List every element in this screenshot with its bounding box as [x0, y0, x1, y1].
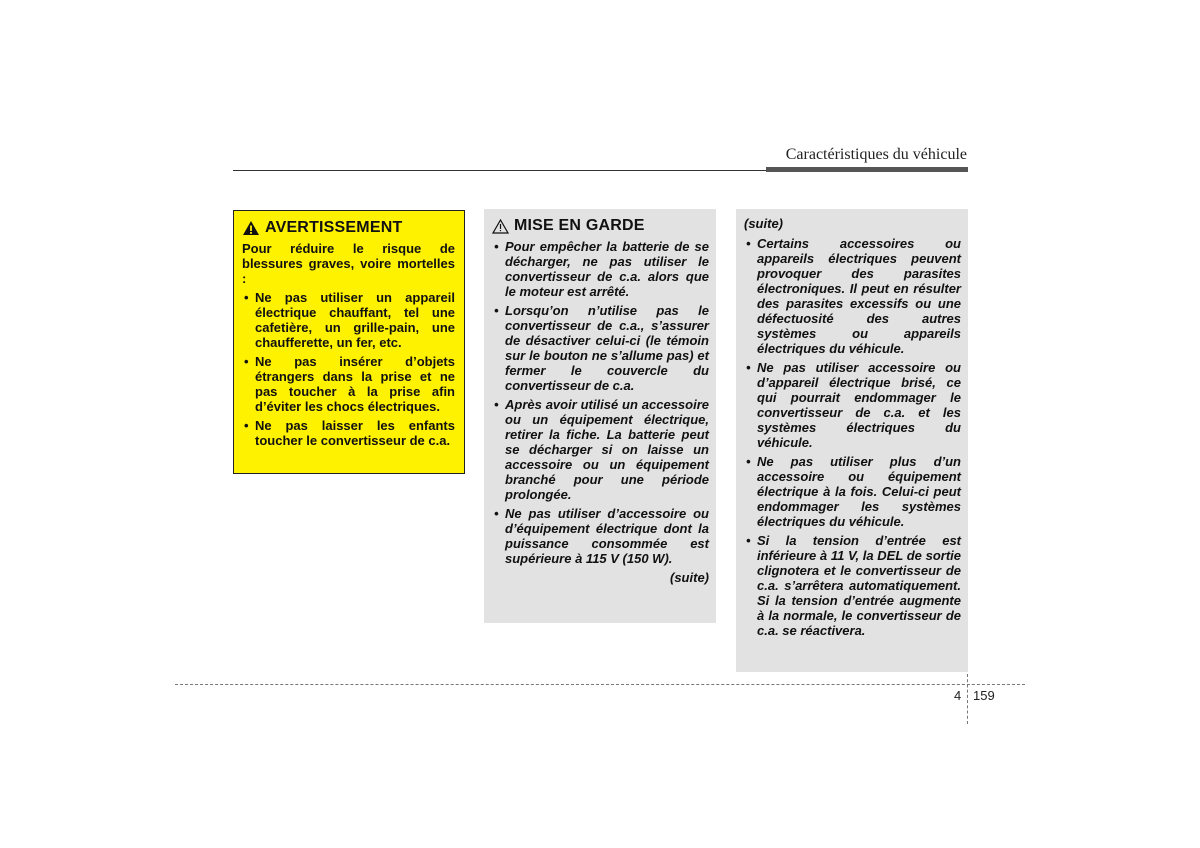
list-item: • Lorsqu’on n’utilise pas le convertisseur de c.a., s’assurer de désactiver celui-ci (le témoin sur le bouton ne s’allume pas) et fermer le couvercle du convertisseur de c.a. [492, 303, 709, 393]
list-item: • Ne pas laisser les enfants toucher le convertisseur de c.a. [242, 418, 455, 448]
caution-triangle-icon [492, 219, 509, 234]
continuation-list [744, 236, 961, 638]
continued-label: (suite) [670, 570, 709, 585]
list-item: • Après avoir utilisé un accessoire ou un équipement électrique, retirer la fiche. La batterie peut se décharger si on laisse un accessoire ou un équipement branché pour une période prolongée. [492, 397, 709, 502]
warning-list [242, 290, 455, 448]
warning-intro: Pour réduire le risque de blessures graves, voire mortelles : [242, 241, 455, 286]
warning-title-text: AVERTISSEMENT [265, 219, 403, 236]
caution-title [492, 217, 709, 235]
continuation-label: (suite) [744, 216, 783, 231]
warning-title [242, 219, 455, 237]
caution-title-text: MISE EN GARDE [514, 217, 645, 234]
chapter-number: 4 [954, 688, 962, 703]
footer-rule [175, 684, 1025, 685]
continuation-box [736, 209, 968, 672]
caution-list [492, 239, 709, 566]
footer-divider [967, 674, 968, 724]
warning-box [233, 210, 465, 474]
warning-triangle-icon [242, 220, 260, 236]
list-item: • Ne pas utiliser accessoire ou d’appareil électrique brisé, ce qui pourrait endommager le convertisseur de c.a. et les systèmes électriques du véhicule. [744, 360, 961, 450]
list-item: • Ne pas utiliser d’accessoire ou d’équipement électrique dont la puissance consommée est supérieure à 115 V (150 W). [492, 506, 709, 566]
list-item: • Pour empêcher la batterie de se décharger, ne pas utiliser le convertisseur de c.a. alors que le moteur est arrêté. [492, 239, 709, 299]
page-number: 159 [973, 688, 995, 703]
list-item: • Si la tension d’entrée est inférieure à 11 V, la DEL de sortie clignotera et le convertisseur de c.a. s’arrêtera automatiquement. Si la tension d’entrée augmente à la normale, le convertisseur de c.a. se réactivera. [744, 533, 961, 638]
page-header-title: Caractéristiques du véhicule [785, 146, 967, 163]
list-item: • Ne pas utiliser un appareil électrique chauffant, tel une cafetière, un grille-pain, une chaufferette, un fer, etc. [242, 290, 455, 350]
list-item: • Ne pas utiliser plus d’un accessoire ou équipement électrique à la fois. Celui-ci peut endommager les systèmes électriques du véhicule. [744, 454, 961, 529]
header-accent-bar [766, 167, 968, 172]
list-item: • Ne pas insérer d’objets étrangers dans la prise et ne pas toucher à la prise afin d’éviter les chocs électriques. [242, 354, 455, 414]
list-item: • Certains accessoires ou appareils électriques peuvent provoquer des parasites électroniques. Il peut en résulter des parasites excessifs ou une défectuosité des autres systèmes ou appareils électriques du véhicule. [744, 236, 961, 356]
caution-box [484, 209, 716, 623]
